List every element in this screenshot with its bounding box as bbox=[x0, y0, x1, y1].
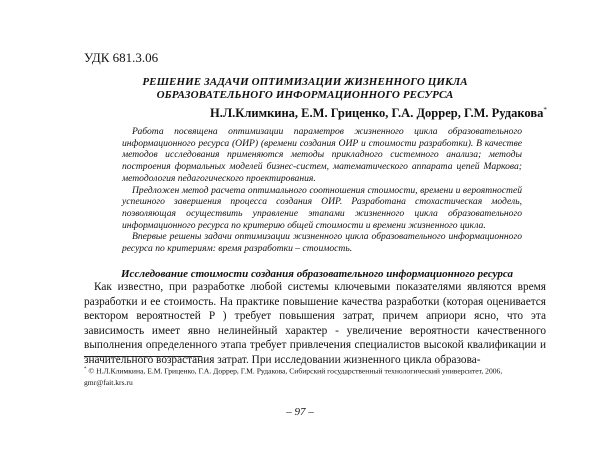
author-names: Н.Л.Климкина, Е.М. Гриценко, Г.А. Доррер, Г.М. Рудакова bbox=[210, 106, 544, 121]
abstract-paragraph-1: Работа посвящена оптимизации параметров жизненного цикла образовательного информационного ресурса (ОИР) (времени создания ОИР и стоимости разработки). В качестве методов исследования применяются методы прикладного системного анализа; методы построения формальных моделей бизнес-систем, математического аппарата цепей Маркова; методология педагогического проектирования. bbox=[122, 126, 522, 184]
footnote-separator bbox=[84, 356, 202, 357]
udc-code: УДК 681.3.06 bbox=[84, 50, 159, 65]
abstract bbox=[122, 126, 522, 255]
author-footnote-mark: * bbox=[543, 106, 547, 114]
footnote-email: gmr@fait.krs.ru bbox=[84, 377, 133, 387]
body-text bbox=[84, 280, 546, 368]
body-paragraph-1: Как известно, при разработке любой системы ключевыми показателями являются время разработки и ее стоимость. На практике повышение качества разработки (которая оценивается вектором вероятностей P ) требует повышения затрат, причем априори ясно, что эта зависимость имеет явно нелинейный характер - увеличение вероятности качественного выполнения определенного этапа требует привлечения специалистов высокой квалификации и значительного возрастания затрат. При исследовании жизненного цикла образова- bbox=[84, 281, 546, 366]
footnote bbox=[84, 364, 546, 388]
page-number: – 97 – bbox=[286, 406, 314, 418]
footnote-text: © Н.Л.Климкина, Е.М. Гриценко, Г.А. Доррер, Г.М. Рудакова, Сибирский государственный технологический университет, 2006, bbox=[88, 366, 503, 376]
section-heading: Исследование стоимости создания образовательного информационного ресурса bbox=[121, 268, 513, 280]
abstract-paragraph-2: Предложен метод расчета оптимального соотношения стоимости, времени и вероятностей успешного завершения процесса создания ОИР. Разработана стохастическая модель, позволяющая осуществить управление этапами жизненного цикла образовательного информационного ресурса по критерию общей стоимости и времени жизненного цикла. bbox=[122, 184, 522, 231]
abstract-paragraph-3: Впервые решены задачи оптимизации жизненного цикла образовательного информационного ресурса по критериям: время разработки – стоимость. bbox=[122, 231, 522, 255]
paper-title-line-2: ОБРАЗОВАТЕЛЬНОГО ИНФОРМАЦИОННОГО РЕСУРСА bbox=[156, 89, 454, 101]
paper-title-line-1: РЕШЕНИЕ ЗАДАЧИ ОПТИМИЗАЦИИ ЖИЗНЕННОГО ЦИКЛА bbox=[142, 76, 468, 88]
footnote-mark: * bbox=[84, 367, 87, 372]
paper-title bbox=[80, 76, 530, 102]
authors bbox=[210, 106, 547, 121]
